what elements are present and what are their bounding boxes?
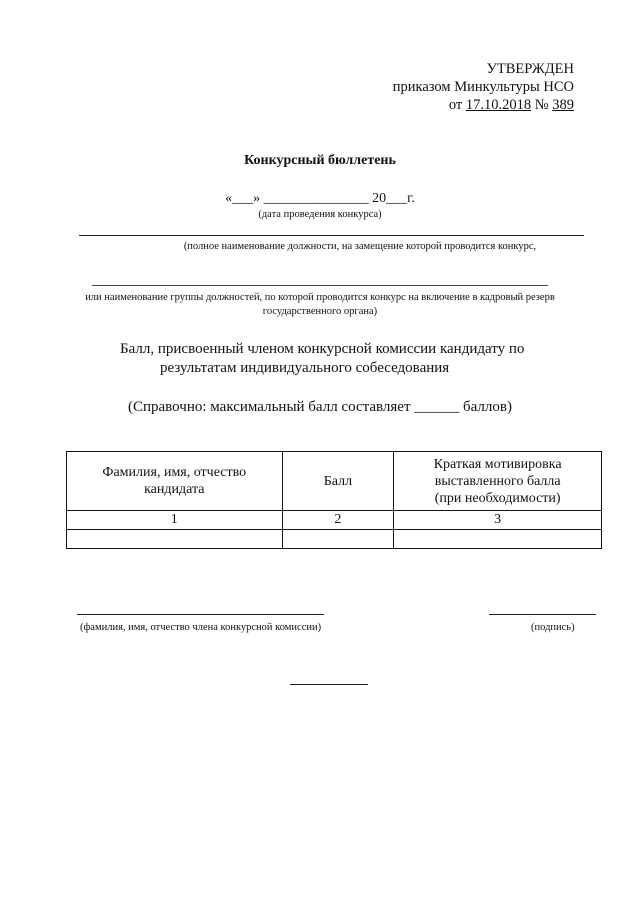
group-name-line xyxy=(92,285,548,286)
candidate-name-cell[interactable] xyxy=(67,530,283,549)
score-heading-line-2: результатам индивидуального собеседования xyxy=(160,360,450,376)
approval-date: 17.10.2018 xyxy=(465,97,532,113)
position-name-line xyxy=(79,235,584,236)
column-number: 2 xyxy=(282,511,394,530)
document-title: Конкурсный бюллетень xyxy=(244,153,396,168)
approval-block xyxy=(393,60,574,114)
header-candidate-name: Фамилия, имя, отчество кандидата xyxy=(67,452,283,511)
table-row xyxy=(67,530,602,549)
approval-prefix: от xyxy=(448,97,463,113)
score-table xyxy=(66,451,602,549)
approval-number-sign: № xyxy=(534,97,549,113)
closing-line xyxy=(290,684,368,685)
column-number: 3 xyxy=(394,511,602,530)
approval-date-line xyxy=(393,96,574,114)
contest-date-line: «___» _______________ 20___г. xyxy=(225,191,415,206)
score-heading-line-1: Балл, присвоенный членом конкурсной комиссии кандидату по xyxy=(120,341,525,357)
header-motivation: Краткая мотивировка выставленного балла (при необходимости) xyxy=(394,452,602,511)
column-number: 1 xyxy=(67,511,283,530)
max-score-reference: (Справочно: максимальный балл составляет ______ баллов) xyxy=(128,399,512,415)
score-cell[interactable] xyxy=(282,530,394,549)
group-note-1: или наименование группы должностей, по которой проводится конкурс на включение в кадровый резерв xyxy=(85,292,555,303)
member-name-note: (фамилия, имя, отчество члена конкурсной комиссии) xyxy=(80,622,322,633)
group-note-2: государственного органа) xyxy=(262,306,378,317)
approval-order: приказом Минкультуры НСО xyxy=(392,79,574,95)
approval-number: 389 xyxy=(552,97,574,113)
member-name-line xyxy=(77,614,324,615)
header-score: Балл xyxy=(282,452,394,511)
signature-line xyxy=(489,614,596,615)
approval-title: УТВЕРЖДЕН xyxy=(486,61,574,77)
table-header-row xyxy=(67,452,602,511)
motivation-cell[interactable] xyxy=(394,530,602,549)
signature-note: (подпись) xyxy=(531,622,575,633)
position-note: (полное наименование должности, на замещение которой проводится конкурс, xyxy=(183,241,537,252)
table-number-row xyxy=(67,511,602,530)
contest-date-note: (дата проведения конкурса) xyxy=(258,209,382,220)
